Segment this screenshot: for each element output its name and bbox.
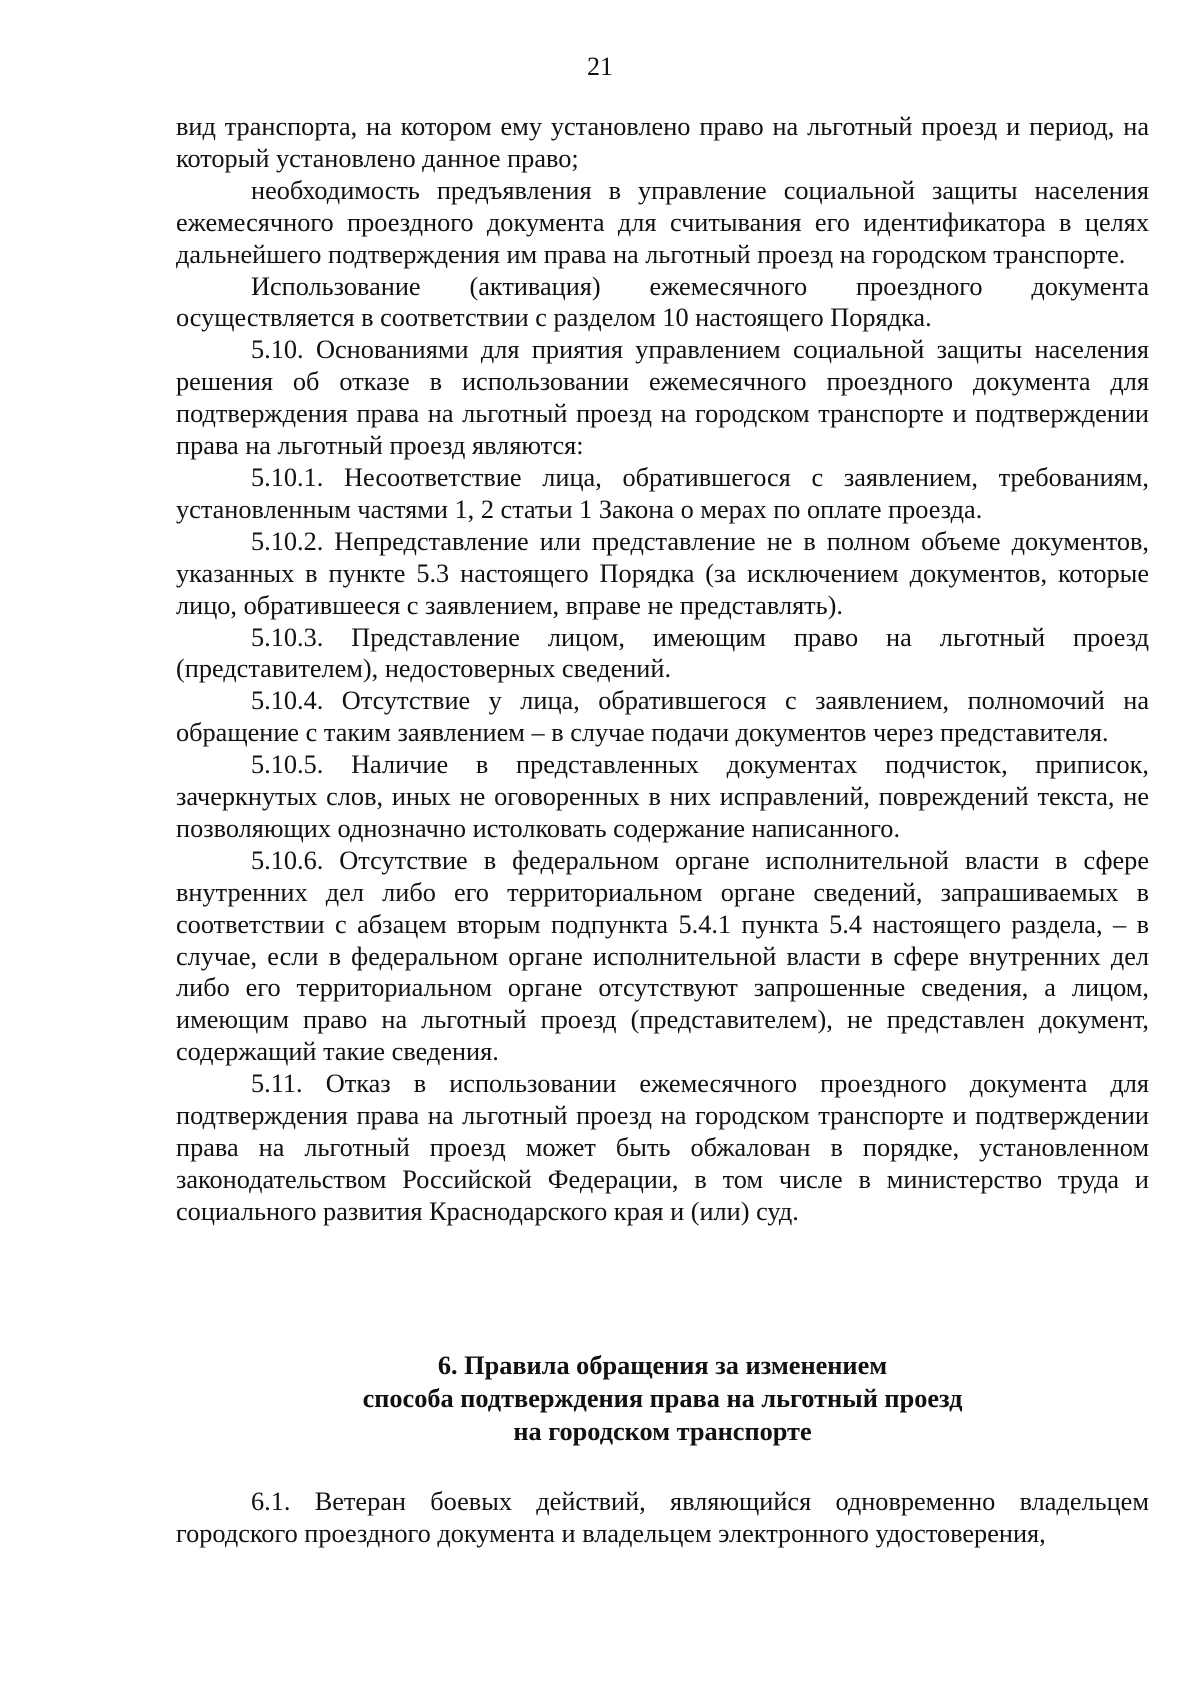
section-heading-line-3: на городском транспорте — [513, 1417, 812, 1446]
section-heading-line-1: 6. Правила обращения за изменением — [437, 1351, 888, 1380]
paragraph-ticket-presentation: необходимость предъявления в управление социальной защиты населения ежемесячного проездного документа для считывания его идентификатора в целях дальнейшего подтверждения им права на льготный проезд на городском транспорте. — [176, 175, 1149, 269]
section-6-body — [176, 1486, 1149, 1550]
paragraph-5-10-6: 5.10.6. Отсутствие в федеральном органе исполнительной власти в сфере внутренних дел либо его территориальном органе сведений, запрашиваемых в соответствии с абзацем вторым подпункта 5.4.1 пункта 5.4 настоящего раздела, – в случае, если в федеральном органе исполнительной власти в сфере внутренних дел либо его территориальном органе отсутствуют запрошенные сведения, а лицом, имеющим право на льготный проезд (представителем), не представлен документ, содержащий такие сведения. — [176, 845, 1149, 1067]
paragraph-transport-type: вид транспорта, на котором ему установлено право на льготный проезд и период, на который установлено данное право; — [176, 112, 1149, 173]
paragraph-ticket-activation: Использование (активация) ежемесячного проездного документа осуществляется в соответствии с разделом 10 настоящего Порядка. — [176, 271, 1149, 333]
section-heading-line-2: способа подтверждения права на льготный проезд — [362, 1384, 963, 1413]
paragraph-5-11: 5.11. Отказ в использовании ежемесячного проездного документа для подтверждения права на льготный проезд на городском транспорте и подтверждении права на льготный проезд может быть обжалован в порядке, установленном законодательством Российской Федерации, в том числе в министерство труда и социального развития Краснодарского края и (или) суд. — [176, 1069, 1149, 1226]
page-number: 21 — [587, 52, 613, 81]
paragraph-5-10: 5.10. Основаниями для приятия управлением социальной защиты населения решения об отказе в использовании ежемесячного проездного документа для подтверждения права на льготный проезд на городском транспорте и подтверждении права на льготный проезд являются: — [176, 335, 1149, 461]
section-heading — [176, 1349, 1149, 1448]
paragraph-5-10-5: 5.10.5. Наличие в представленных документах подчисток, приписок, зачеркнутых слов, иных не оговоренных в них исправлений, повреждений текста, не позволяющих однозначно истолковать содержание написанного. — [176, 750, 1149, 843]
document-body — [176, 111, 1149, 1228]
paragraph-5-10-4: 5.10.4. Отсутствие у лица, обратившегося с заявлением, полномочий на обращение с таким заявлением – в случае подачи документов через представителя. — [176, 686, 1149, 748]
paragraph-5-10-2: 5.10.2. Непредставление или представление не в полном объеме документов, указанных в пункте 5.3 настоящего Порядка (за исключением документов, которые лицо, обратившееся с заявлением, вправе не представлять). — [176, 526, 1149, 620]
paragraph-5-10-3: 5.10.3. Представление лицом, имеющим право на льготный проезд (представителем), недостоверных сведений. — [176, 622, 1149, 684]
paragraph-6-1: 6.1. Ветеран боевых действий, являющийся одновременно владельцем городского проездного документа и владельцем электронного удостоверения, — [176, 1487, 1149, 1548]
paragraph-5-10-1: 5.10.1. Несоответствие лица, обратившегося с заявлением, требованиям, установленным частями 1, 2 статьи 1 Закона о мерах по оплате проезда. — [176, 462, 1149, 524]
